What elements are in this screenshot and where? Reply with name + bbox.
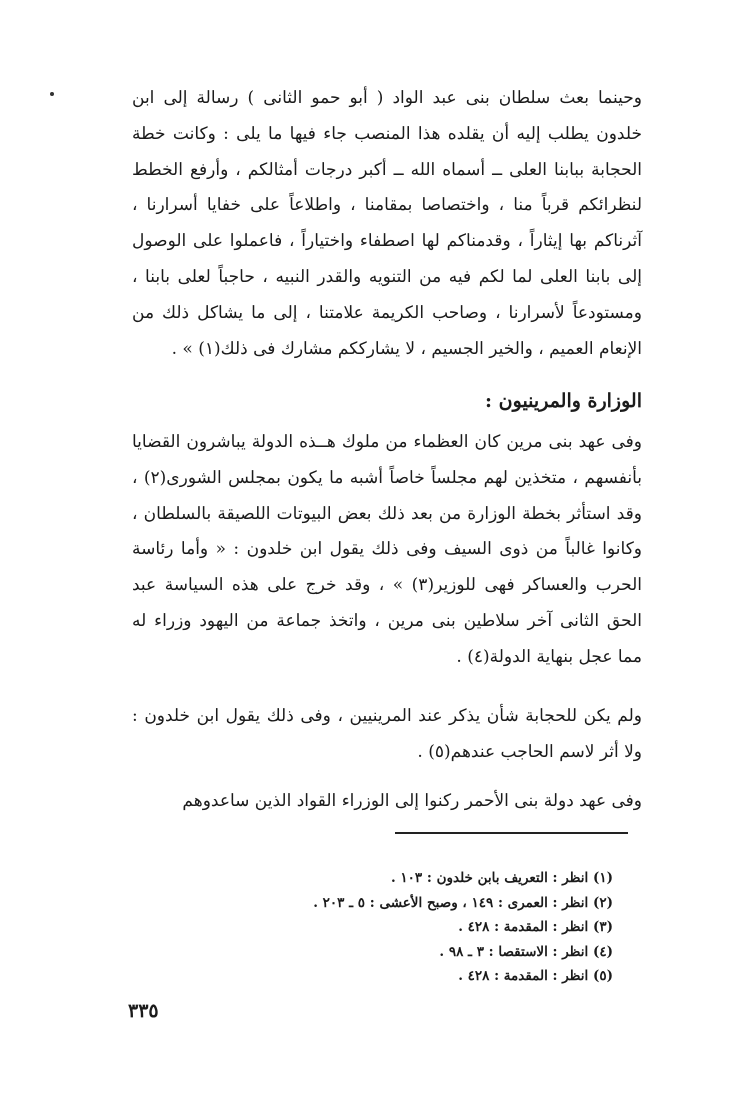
footnote-divider: [395, 832, 628, 834]
paragraph-hijaba-letter: وحينما بعث سلطان بنى عبد الواد ( أبو حمو الثانى ) رسالة إلى ابن خلدون يطلب إليه أن يقلده هذا المنصب جاء فيها ما يلى : وكانت خطة الحجابة ببابنا العلى ــ أسماه الله ــ أكبر درجات أمثالكم ، وأرفع الخطط لنظرائكم قرباً منا ، واختصاصا بمقامنا ، واطلاعاً على خفايا أسرارنا ، آثرناكم بها إيثاراً ، وقدمناكم لها اصطفاء واختياراً ، فاعملوا على الوصول إلى بابنا العلى لما لكم فيه من التنويه والقدر النبيه ، حاجباً لعلى بابنا ، ومستودعاً لأسرارنا ، وصاحب الكريمة علامتنا ، إلى ما يشاكل ذلك من الإنعام العميم ، والخير الجسيم ، لا يشارككم مشارك فى ذلك(١) » .: [132, 88, 642, 359]
section-heading: الوزارة والمرينيون :: [485, 390, 642, 412]
ink-speck: [50, 92, 54, 96]
paragraph-marinid-ministry: وفى عهد بنى مرين كان العظماء من ملوك هــذه الدولة يباشرون القضايا بأنفسهم ، متخذين لهم مجلساً خاصاً أشبه ما يكون بمجلس الشورى(٢) ، وقد استأثر بخطة الوزارة من بعد ذلك بعض البيوتات اللصيقة بالسلطان ، وكانوا غالباً من ذوى السيف وفى ذلك يقول ابن خلدون : « وأما رئاسة الحرب والعساكر فهى للوزير(٣) » ، وقد خرج على هذه السياسة عبد الحق الثانى آخر سلاطين بنى مرين ، واتخذ جماعة من اليهود وزراء له مما عجل بنهاية الدولة(٤) .: [132, 432, 642, 667]
footnote-5: (٥) انظر : المقدمة : ٤٢٨ .: [458, 968, 613, 984]
footnote-1: (١) انظر : التعريف بابن خلدون : ١٠٣ .: [391, 870, 613, 886]
footnote-3: (٣) انظر : المقدمة : ٤٢٨ .: [458, 919, 613, 935]
page-number: ٣٣٥: [128, 1000, 159, 1022]
footnotes-list: [313, 866, 613, 989]
footnote-2: (٢) انظر : العمرى : ١٤٩ ، وصبح الأعشى : ٥ ـ ٢٠٣ .: [313, 894, 613, 911]
footnote-4: (٤) انظر : الاستقصا : ٣ ـ ٩٨ .: [439, 943, 613, 960]
paragraph-hijaba-marinids: ولم يكن للحجابة شأن يذكر عند المرينيين ، وفى ذلك يقول ابن خلدون : ولا أثر لاسم الحاجب عندهم(٥) .: [132, 706, 642, 762]
paragraph-nasrid-dynasty: وفى عهد دولة بنى الأحمر ركنوا إلى الوزراء القواد الذين ساعدوهم: [182, 791, 642, 811]
